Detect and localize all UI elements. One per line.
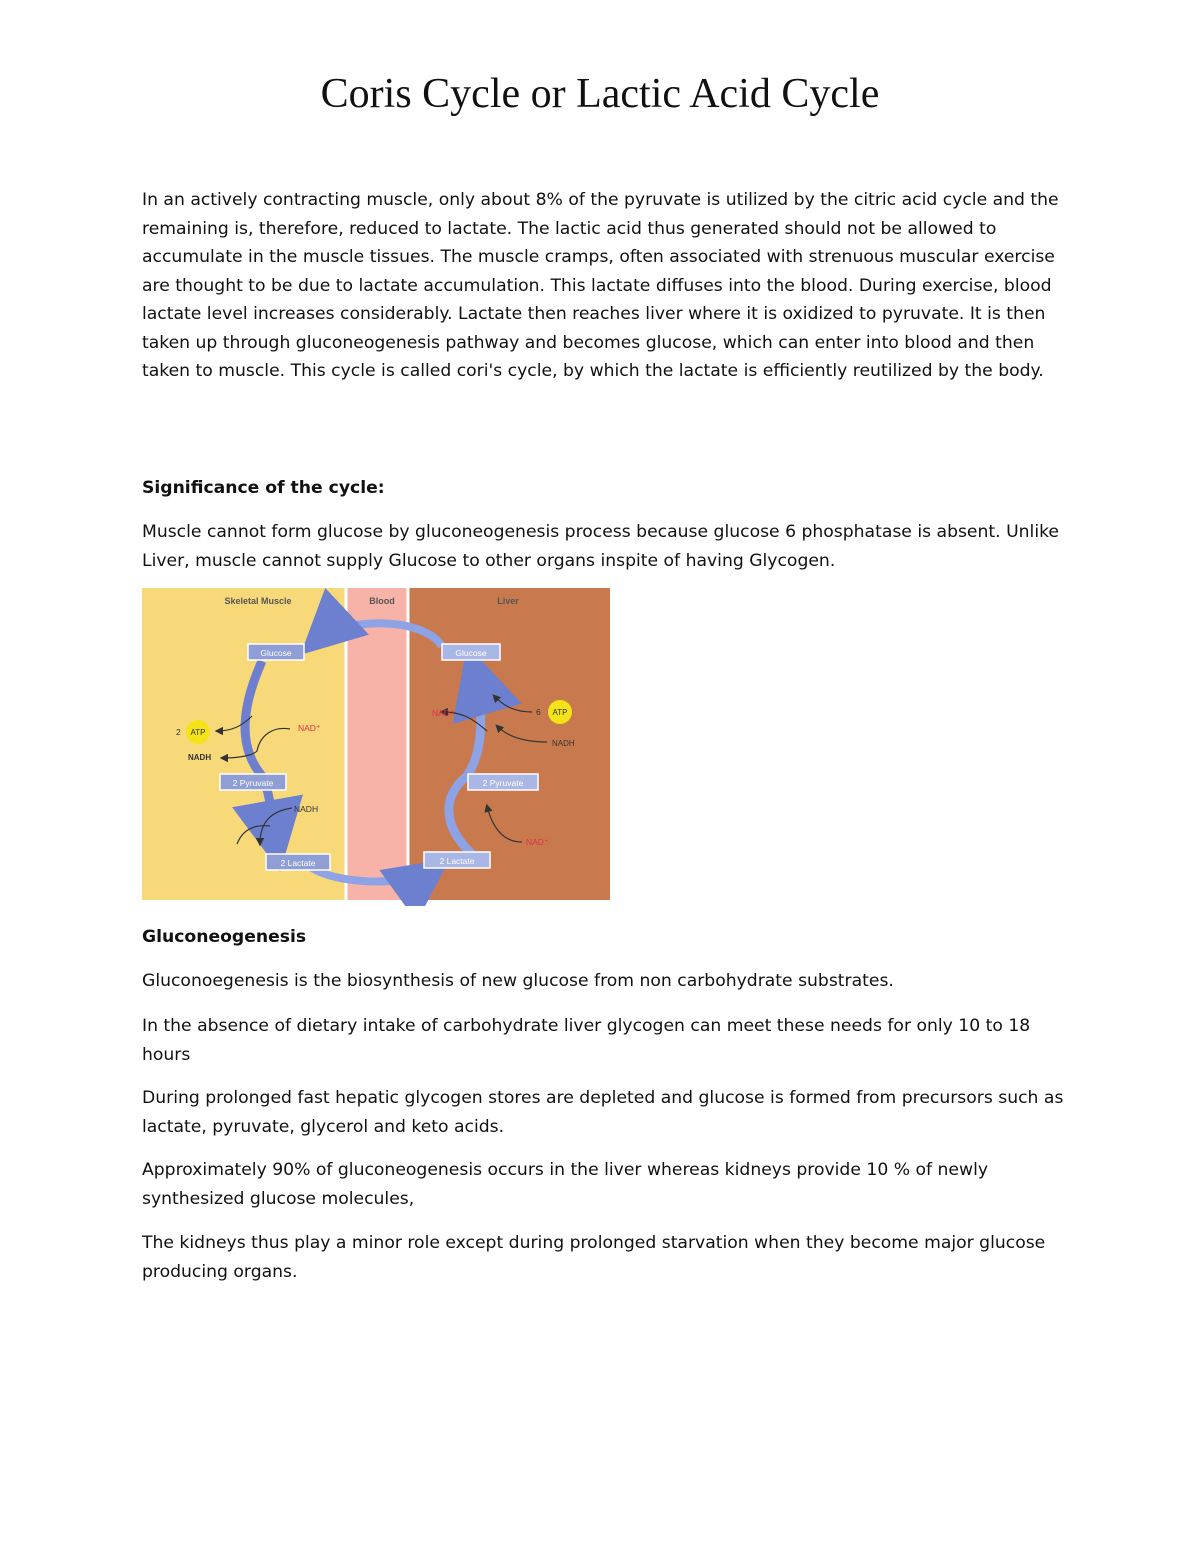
muscle-atp-label: ATP: [190, 728, 206, 737]
muscle-atp-count: 2: [176, 727, 181, 737]
muscle-nad-label: NAD⁺: [298, 723, 321, 733]
gluconeogenesis-paragraph: Gluconoegenesis is the biosynthesis of new glucose from non carbohydrate substrates.: [142, 971, 894, 991]
gluconeogenesis-paragraph: In the absence of dietary intake of carbohydrate liver glycogen can meet these needs for only 10 to 18 hours: [142, 1016, 1031, 1065]
muscle-section-label: Skeletal Muscle: [224, 596, 292, 606]
liver-nadh-in-label: NADH: [552, 739, 575, 748]
gluconeogenesis-paragraph: During prolonged fast hepatic glycogen stores are depleted and glucose is formed from precursors such as lactate, pyruvate, glycerol and keto acids.: [142, 1088, 1064, 1137]
blood-panel: [346, 588, 408, 900]
liver-lactate-label: 2 Lactate: [439, 856, 475, 866]
gluconeogenesis-heading: Gluconeogenesis: [142, 927, 307, 947]
gluconeogenesis-paragraph: Approximately 90% of gluconeogenesis occurs in the liver whereas kidneys provide 10 % of newly synthesized glucose molecules,: [142, 1160, 989, 1209]
liver-glucose-label: Glucose: [455, 648, 487, 658]
liver-section-label: Liver: [497, 596, 519, 606]
blood-section-label: Blood: [369, 596, 395, 606]
liver-nad-out-label: NAD⁺: [432, 708, 455, 718]
muscle-pyruvate-label: 2 Pyruvate: [232, 778, 274, 788]
significance-heading: Significance of the cycle:: [142, 478, 385, 498]
liver-pyruvate-label: 2 Pyruvate: [482, 778, 524, 788]
intro-paragraph: In an actively contracting muscle, only about 8% of the pyruvate is utilized by the citric acid cycle and the remaining is, therefore, reduced to lactate. The lactic acid thus generated should not be allowed to accumulate in the muscle tissues. The muscle cramps, often associated with strenuous muscular exercise are thought to be due to lactate accumulation. This lactate diffuses into the blood. During exercise, blood lactate level increases considerably. Lactate then reaches liver where it is oxidized to pyruvate. It is then taken up through gluconeogenesis pathway and becomes glucose, which can enter into blood and then taken to muscle. This cycle is called cori's cycle, by which the lactate is efficiently reutilized by the body.: [142, 190, 1059, 381]
liver-nad-in-label: NAD⁺: [526, 837, 549, 847]
cori-cycle-diagram: [142, 586, 612, 906]
muscle-lactate-label: 2 Lactate: [280, 858, 316, 868]
liver-atp-label: ATP: [552, 708, 568, 717]
muscle-nadh-in-label: NADH: [294, 804, 319, 814]
muscle-nadh-out-label: NADH: [188, 753, 212, 762]
gluconeogenesis-paragraph: The kidneys thus play a minor role except during prolonged starvation when they become major glucose producing organs.: [142, 1233, 1046, 1282]
muscle-glucose-label: Glucose: [260, 648, 292, 658]
significance-paragraph: Muscle cannot form glucose by gluconeogenesis process because glucose 6 phosphatase is absent. Unlike Liver, muscle cannot supply Glucose to other organs inspite of having Glycogen.: [142, 522, 1060, 571]
page-title: Coris Cycle or Lactic Acid Cycle: [320, 71, 880, 117]
liver-atp-count: 6: [536, 707, 541, 717]
